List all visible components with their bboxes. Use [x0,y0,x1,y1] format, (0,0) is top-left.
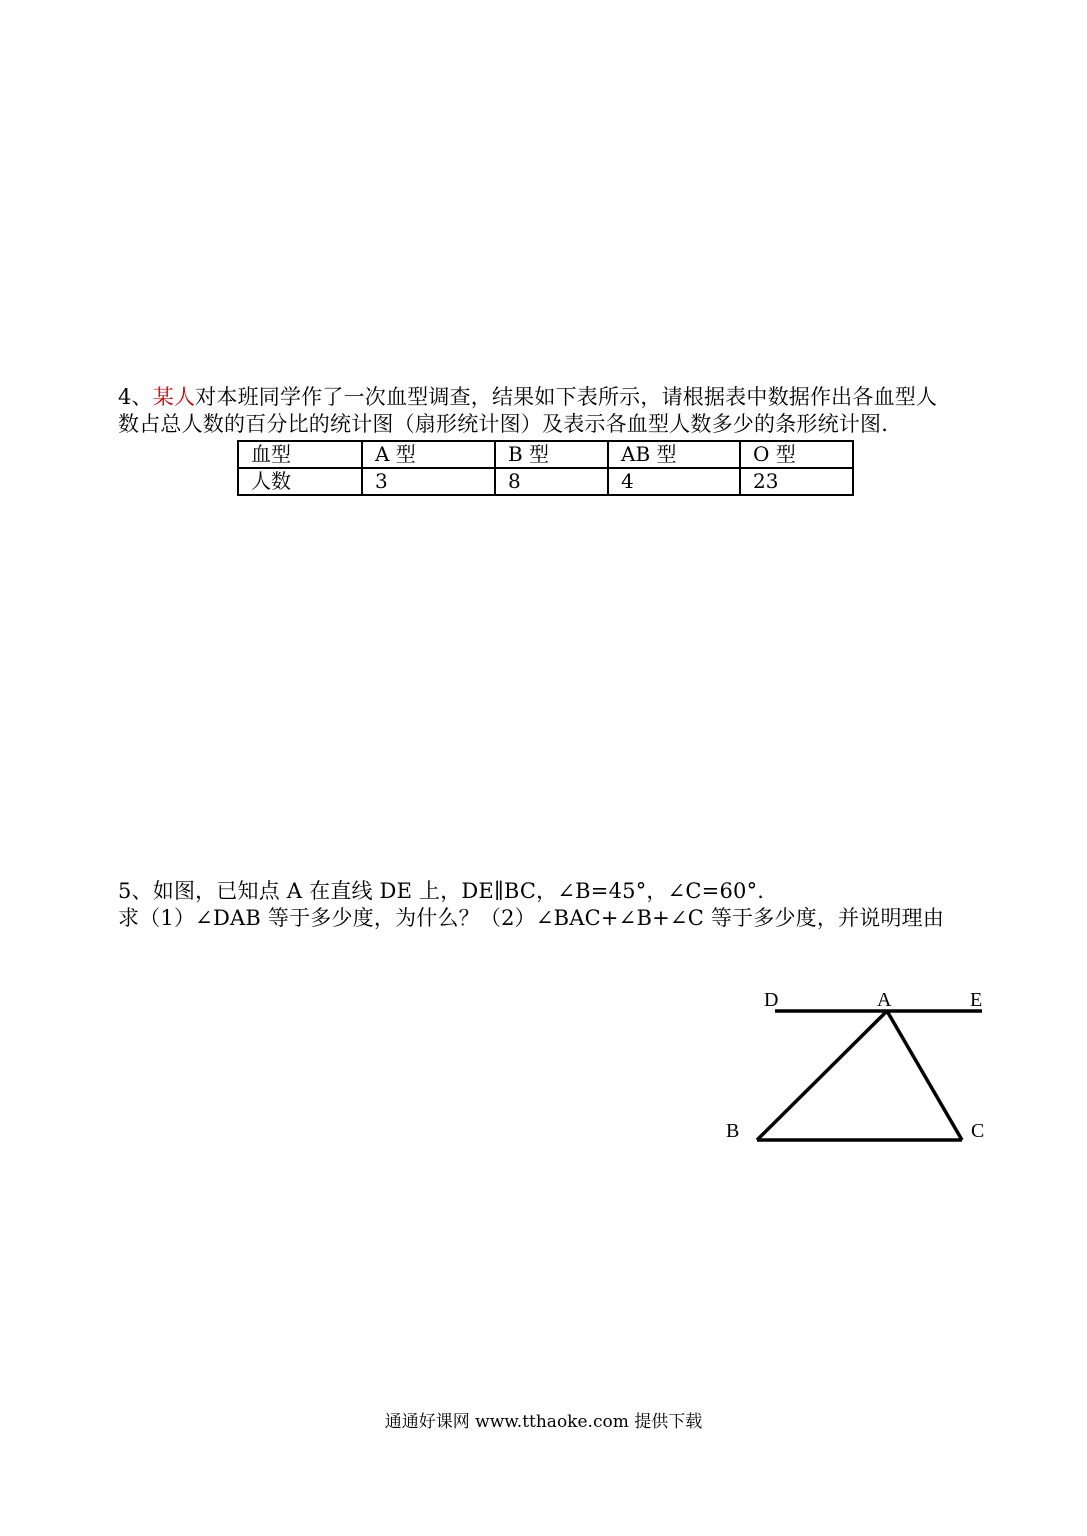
table-cell: 3 [362,468,495,495]
problem-5-line-2: 求（1）∠DAB 等于多少度，为什么？（2）∠BAC+∠B+∠C 等于多少度，并说明理由 [118,906,945,930]
point-label-d: D [764,989,779,1011]
table-cell: A 型 [362,441,495,468]
table-cell: AB 型 [608,441,740,468]
point-label-c: C [971,1120,985,1142]
problem-4-line-2: 数占总人数的百分比的统计图（扇形统计图）及表示各血型人数多少的条形统计图. [118,412,889,436]
problem-4-number: 4、 [118,385,153,409]
triangle-figure [720,980,1010,1160]
table-cell: 4 [608,468,740,495]
problem-4-text: 对本班同学作了一次血型调查，结果如下表所示，请根据表中数据作出各血型人 [195,385,938,409]
table-cell: B 型 [495,441,608,468]
table-cell: 8 [495,468,608,495]
table-cell: O 型 [740,441,853,468]
table-header-row [238,441,853,468]
table-row [238,468,853,495]
segment-ab [757,1011,887,1140]
table-cell: 23 [740,468,853,495]
page-footer: 通通好课网 www.tthaoke.com 提供下载 [384,1412,703,1432]
blood-type-table [237,440,854,496]
problem-4-line-1 [118,384,937,410]
problem-4-highlight: 某人 [152,385,196,409]
segment-ac [887,1011,962,1140]
point-label-b: B [726,1120,740,1142]
point-label-e: E [970,989,983,1011]
table-cell: 血型 [238,441,362,468]
table-cell: 人数 [238,468,362,495]
problem-5-line-1: 5、如图，已知点 A 在直线 DE 上，DE∥BC，∠B=45°，∠C=60°. [118,879,765,903]
point-label-a: A [877,989,892,1011]
